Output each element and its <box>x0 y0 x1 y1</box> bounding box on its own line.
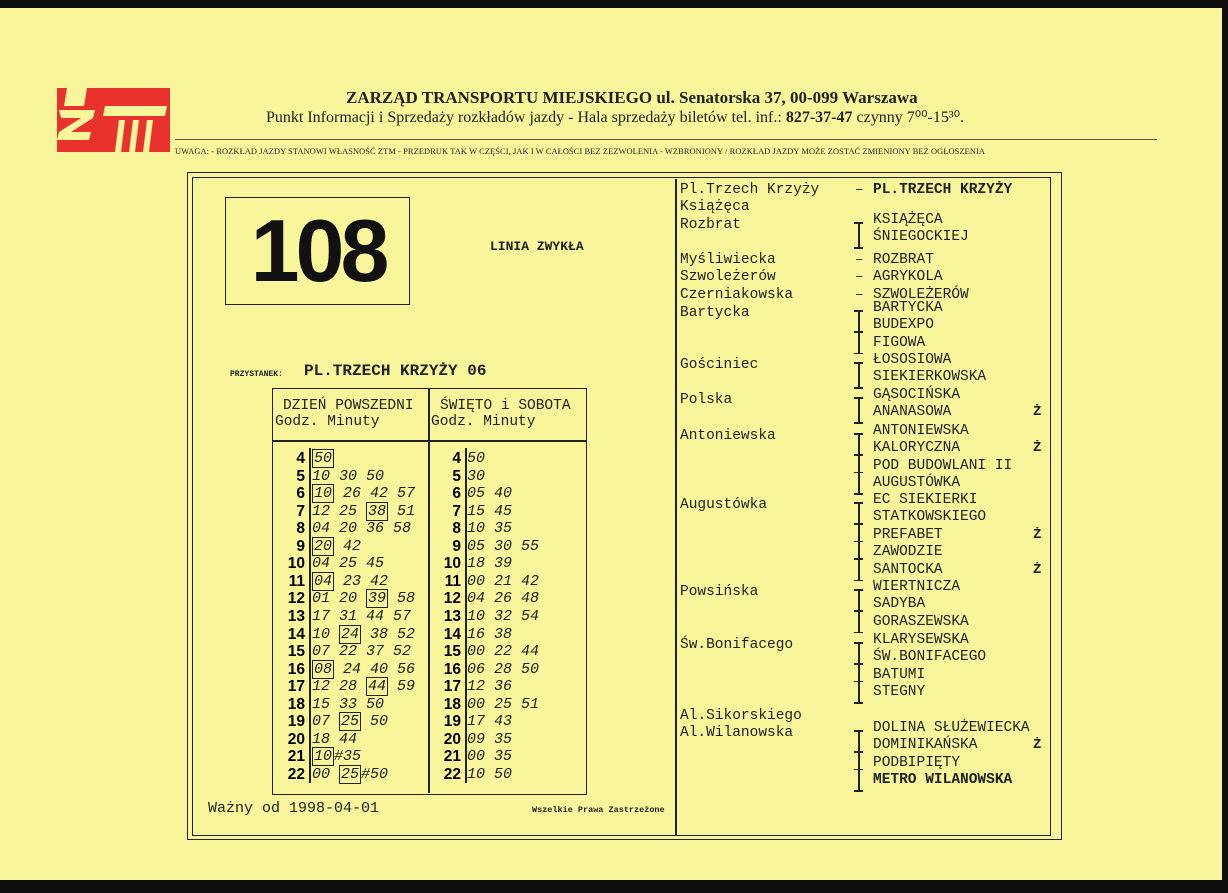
hour-cell: 20 <box>443 730 461 748</box>
minutes-cell <box>467 503 521 521</box>
stop-group-bracket <box>858 433 860 494</box>
departure: 39 <box>494 555 513 573</box>
stop-group-bracket <box>858 730 860 791</box>
minutes-cell <box>467 766 521 784</box>
on-request-marker: Ż <box>1033 737 1042 754</box>
stop-name: PL.TRZECH KRZYŻY 06 <box>304 362 487 380</box>
street-name: Myśliwiecka <box>680 252 776 268</box>
copyright-warning: UWAGA: - ROZKŁAD JAZDY STANOWI WŁASNOŚĆ ZTM - PRZEDRUK TAK W CZĘŚCI, JAK I W CAŁOŚCI BEZ ZEZWOLENIA - WZBRONIONY / ROZKŁAD JAZDY MOŻE ZOSTAĆ ZMIENIONY BEZ OGŁOSZENIA <box>175 147 986 156</box>
stop-tick <box>854 730 863 732</box>
departure: 24 <box>343 660 362 678</box>
departure: 10 <box>312 467 331 485</box>
minutes-cell <box>312 520 420 538</box>
departure: 35 <box>494 730 513 748</box>
on-request-marker: Ż <box>1033 404 1042 421</box>
stop-group-bracket <box>858 397 860 423</box>
rights-notice: Wszelkie Prawa Zastrzeżone <box>532 805 665 815</box>
departure: 17 <box>467 713 486 731</box>
departure: 22 <box>339 643 358 661</box>
hour-cell: 10 <box>443 555 461 573</box>
departure: 37 <box>366 643 385 661</box>
departure: 51 <box>397 502 416 520</box>
minutes-cell <box>312 485 424 503</box>
stop-name: PL.TRZECH KRZYŻY <box>873 182 1013 198</box>
stop-name: EC SIEKIERKI <box>873 492 978 508</box>
stop-name: DOMINIKAŃSKA <box>873 737 978 754</box>
ztm-logo <box>57 88 170 152</box>
stop-name: ROZBRAT <box>873 252 934 268</box>
minutes-cell <box>467 573 548 591</box>
minutes-cell <box>312 608 420 626</box>
hour-cell: 10 <box>287 555 305 573</box>
minutes-cell <box>312 538 370 556</box>
departure: 22 <box>494 643 513 661</box>
departure: 51 <box>521 695 540 713</box>
hour-cell: 12 <box>443 590 461 608</box>
stop-name: ANTONIEWSKA <box>873 423 969 439</box>
departure: 57 <box>397 485 416 503</box>
departure: 23 <box>343 572 362 590</box>
stop-tick <box>854 558 863 560</box>
departure: 25 <box>494 695 513 713</box>
departure: 15 <box>312 695 331 713</box>
hour-cell: 11 <box>288 572 305 590</box>
departure: 58 <box>393 520 412 538</box>
stop-name: DOLINA SŁUŻEWIECKA <box>873 720 1030 736</box>
departure: 04 <box>312 520 331 538</box>
departure-low-floor: 39 <box>368 590 387 608</box>
stop-tick <box>854 663 863 665</box>
stop-name: WIERTNICZA <box>873 579 961 595</box>
hour-cell: 16 <box>443 660 461 678</box>
departure: 07 <box>312 713 331 731</box>
minutes-cell <box>312 766 397 784</box>
departure: 15 <box>467 502 486 520</box>
hour-cell: 14 <box>287 625 305 643</box>
departure: 42 <box>370 485 389 503</box>
hour-cell: 17 <box>287 678 305 696</box>
stop-name: KSIĄŻĘCA <box>873 212 943 228</box>
departure: 09 <box>467 730 486 748</box>
departure: 20 <box>339 590 358 608</box>
stop-name: ZAWODZIE <box>873 544 943 561</box>
street-name: Gościniec <box>680 357 759 373</box>
minutes-cell <box>467 590 548 608</box>
timetable-header-rule <box>272 440 586 442</box>
hour-cell: 19 <box>443 713 461 731</box>
stop-name: PODBIPIĘTY <box>873 754 961 771</box>
stop-name: FIGOWA <box>873 334 926 351</box>
hour-cell: 15 <box>443 643 461 661</box>
stop-tick <box>854 751 863 753</box>
departure-low-floor: 20 <box>314 537 333 555</box>
departure: 32 <box>494 607 513 625</box>
line-number: 108 <box>250 201 386 300</box>
stop-name: ŁOSOSIOWA <box>873 352 952 368</box>
minutes-cell <box>312 678 424 696</box>
minutes-cell <box>467 748 521 766</box>
departure: 16 <box>467 625 486 643</box>
departure: 18 <box>467 555 486 573</box>
hour-cell: 12 <box>287 590 305 608</box>
departure: 00 <box>467 748 486 766</box>
departure: 12 <box>312 678 331 696</box>
departure: 42 <box>521 572 540 590</box>
departure: 21 <box>494 572 513 590</box>
minutes-cell <box>312 573 397 591</box>
departure: 33 <box>339 695 358 713</box>
minutes-cell <box>467 520 521 538</box>
hour-cell: 7 <box>452 502 461 520</box>
stop-tick <box>854 422 863 424</box>
departure-low-floor: 24 <box>341 625 360 643</box>
departure: 57 <box>393 607 412 625</box>
stop-name: STEGNY <box>873 684 926 701</box>
departure: 00 <box>467 572 486 590</box>
stop-tick <box>854 589 863 591</box>
hour-cell: 14 <box>443 625 461 643</box>
departure: 50 <box>370 713 389 731</box>
departure: 00 <box>312 765 331 783</box>
single-stop-marker: – <box>855 287 864 303</box>
stop-tick <box>854 362 863 364</box>
departure: 50 <box>366 467 385 485</box>
weekday-title: DZIEŃ POWSZEDNI <box>283 398 414 414</box>
single-stop-marker: – <box>855 182 864 198</box>
street-name: Książęca <box>680 199 750 215</box>
street-name: Augustówka <box>680 497 768 513</box>
departure: 10 <box>467 520 486 538</box>
footnote-mark: # <box>334 748 344 766</box>
street-name: Pl.Trzech Krzyży <box>680 182 820 198</box>
stop-tick <box>854 397 863 399</box>
minutes-cell <box>312 661 424 679</box>
weekday-subtitle: Godz. Minuty <box>275 414 380 430</box>
stop-tick <box>854 580 863 582</box>
departure: 38 <box>494 625 513 643</box>
stop-name: AGRYKOLA <box>873 269 943 285</box>
hour-cell: 21 <box>443 748 461 766</box>
departure: 04 <box>467 590 486 608</box>
hour-cell: 4 <box>296 450 305 467</box>
stop-tick <box>854 610 863 612</box>
stop-tick <box>854 769 863 771</box>
departure: 42 <box>343 537 362 555</box>
hour-cell: 5 <box>452 467 461 485</box>
minutes-cell <box>467 713 521 731</box>
departure: 30 <box>494 537 513 555</box>
single-stop-marker: – <box>855 269 864 285</box>
departure-low-floor: 10 # <box>314 748 344 766</box>
hour-cell: 13 <box>443 607 461 625</box>
stop-name: POD BUDOWLANI II <box>873 457 1013 474</box>
street-name: Powsińska <box>680 584 759 600</box>
street-name: Polska <box>680 392 733 408</box>
minutes-cell <box>312 450 343 468</box>
street-name: Al.Wilanowska <box>680 725 794 741</box>
holiday-title: ŚWIĘTO i SOBOTA <box>440 398 571 414</box>
minutes-cell <box>467 643 548 661</box>
footnote-mark: # <box>361 765 371 783</box>
stop-name: PREFABET <box>873 526 943 543</box>
stop-name: ŚNIEGOCKIEJ <box>873 229 969 246</box>
departure: 35 <box>494 520 513 538</box>
departure: 36 <box>366 520 385 538</box>
minutes-cell <box>467 608 548 626</box>
departure-low-floor: 38 <box>368 502 387 520</box>
departure: 07 <box>312 643 331 661</box>
timetable-sheet <box>0 8 1222 880</box>
departure: 50 <box>370 765 389 783</box>
minutes-cell <box>467 731 521 749</box>
holiday-subtitle: Godz. Minuty <box>431 414 536 430</box>
departure: 45 <box>494 502 513 520</box>
stop-name: KLARYSEWSKA <box>873 632 969 648</box>
departure: 12 <box>467 678 486 696</box>
hour-cell: 8 <box>452 520 461 538</box>
street-name: Al.Sikorskiego <box>680 708 802 724</box>
stop-tick <box>854 353 863 355</box>
hour-cell: 21 <box>287 748 305 766</box>
minutes-cell <box>312 468 393 486</box>
departure: 58 <box>397 590 416 608</box>
departure: 20 <box>339 520 358 538</box>
stop-tick <box>854 502 863 504</box>
departure-low-floor: 50 <box>314 450 333 467</box>
departure: 10 <box>312 625 331 643</box>
minutes-cell <box>467 678 521 696</box>
departure-low-floor: 25 # <box>341 765 371 783</box>
stop-tick <box>854 632 863 634</box>
hour-cell: 5 <box>296 467 305 485</box>
departure: 42 <box>370 572 389 590</box>
stop-name: STATKOWSKIEGO <box>873 509 987 526</box>
hour-cell: 16 <box>287 660 305 678</box>
departure-low-floor: 25 <box>341 713 360 731</box>
departure: 50 <box>366 695 385 713</box>
departure: 04 <box>312 555 331 573</box>
departure: 52 <box>393 643 412 661</box>
line-type: LINIA ZWYKŁA <box>490 239 584 254</box>
departure: 12 <box>312 502 331 520</box>
street-name: Szwoleżerów <box>680 269 776 285</box>
departure-low-floor: 44 <box>368 678 387 696</box>
stop-name: KALORYCZNA <box>873 440 961 457</box>
departure: 59 <box>397 678 416 696</box>
departure: 05 <box>467 485 486 503</box>
column-divider <box>675 179 677 835</box>
stop-tick <box>854 331 863 333</box>
departure: 35 <box>343 748 362 766</box>
departure: 25 <box>339 502 358 520</box>
stop-tick <box>854 433 863 435</box>
street-name: Czerniakowska <box>680 287 794 303</box>
stop-name: GORASZEWSKA <box>873 613 969 630</box>
hour-cell: 22 <box>287 765 305 783</box>
minutes-cell <box>467 538 548 556</box>
departure-low-floor: 08 <box>314 660 333 678</box>
minutes-cell <box>467 468 494 486</box>
hour-cell: 4 <box>452 450 461 467</box>
stop-tick <box>854 222 863 224</box>
minutes-cell <box>467 555 521 573</box>
departure: 30 <box>339 467 358 485</box>
departure: 44 <box>366 607 385 625</box>
departure: 56 <box>397 660 416 678</box>
hour-cell: 18 <box>443 695 461 713</box>
minutes-cell <box>312 590 424 608</box>
departure: 10 <box>467 607 486 625</box>
hour-cell: 22 <box>443 765 461 783</box>
minutes-cell <box>467 661 548 679</box>
header-info: Punkt Informacji i Sprzedaży rozkładów jazdy - Hala sprzedaży biletów tel. inf.: 827-37-47 czynny 7⁰⁰-15³⁰. <box>266 109 965 126</box>
departure: 55 <box>521 537 540 555</box>
street-name: Św.Bonifacego <box>680 637 794 653</box>
valid-from: Ważny od 1998-04-01 <box>208 800 380 817</box>
departure: 00 <box>467 643 486 661</box>
stop-group-bracket <box>858 222 860 248</box>
departure: 05 <box>467 537 486 555</box>
departure: 31 <box>339 607 358 625</box>
stop-tick <box>854 454 863 456</box>
hour-cell: 19 <box>287 713 305 731</box>
stop-name: BUDEXPO <box>873 317 934 334</box>
departure: 50 <box>494 765 513 783</box>
departure: 50 <box>467 450 486 467</box>
departure: 36 <box>494 678 513 696</box>
departure: 43 <box>494 713 513 731</box>
hour-cell: 17 <box>443 678 461 696</box>
stop-name: ANANASOWA <box>873 404 952 421</box>
header-org: ZARZĄD TRANSPORTU MIEJSKIEGO ul. Senatorska 37, 00-099 Warszawa <box>346 88 918 107</box>
stop-tick <box>854 310 863 312</box>
hour-cell: 13 <box>287 607 305 625</box>
stop-tick <box>854 387 863 389</box>
departure: 38 <box>370 625 389 643</box>
stop-name: BATUMI <box>873 666 926 683</box>
departure-low-floor: 10 <box>314 485 333 503</box>
stop-name: METRO WILANOWSKA <box>873 772 1013 789</box>
hour-cell: 20 <box>287 730 305 748</box>
stop-tick <box>854 472 863 474</box>
stop-name: SIEKIERKOWSKA <box>873 369 987 386</box>
stop-tick <box>854 790 863 792</box>
departure: 30 <box>467 467 486 485</box>
stop-name: SZWOLEŻERÓW <box>873 287 969 303</box>
hour-cell: 15 <box>287 643 305 661</box>
departure: 28 <box>339 678 358 696</box>
stop-tick <box>854 642 863 644</box>
hour-cell: 6 <box>296 485 305 503</box>
stop-name: SANTOCKA <box>873 561 943 578</box>
departure: 28 <box>494 660 513 678</box>
hour-cell: 11 <box>444 572 461 590</box>
stop-name: GĄSOCIŃSKA <box>873 387 961 403</box>
departure: 35 <box>494 748 513 766</box>
hour-cell: 6 <box>452 485 461 503</box>
stop-name: SADYBA <box>873 596 926 613</box>
departure: 10 <box>467 765 486 783</box>
departure: 00 <box>467 695 486 713</box>
minutes-cell <box>312 696 393 714</box>
minutes-cell <box>467 626 521 644</box>
departure: 52 <box>397 625 416 643</box>
departure: 06 <box>467 660 486 678</box>
stop-name: AUGUSTÓWKA <box>873 475 961 492</box>
departure: 50 <box>521 660 540 678</box>
minutes-cell <box>312 731 366 749</box>
minutes-cell <box>467 696 548 714</box>
minutes-cell <box>312 643 420 661</box>
departure: 44 <box>339 730 358 748</box>
minutes-cell <box>467 450 494 468</box>
departure: 44 <box>521 643 540 661</box>
departure: 48 <box>521 590 540 608</box>
minutes-cell <box>312 713 397 731</box>
hour-cell: 9 <box>296 537 305 555</box>
stop-tick <box>854 493 863 495</box>
stop-tick <box>854 541 863 543</box>
on-request-marker: Ż <box>1033 526 1042 543</box>
stop-tick <box>854 523 863 525</box>
departure: 40 <box>494 485 513 503</box>
hour-cell: 8 <box>296 520 305 538</box>
on-request-marker: Ż <box>1033 440 1042 457</box>
stop-tick <box>854 247 863 249</box>
departure: 25 <box>339 555 358 573</box>
single-stop-marker: – <box>855 252 864 268</box>
stop-tick <box>854 681 863 683</box>
minutes-cell <box>312 626 424 644</box>
stop-name: ŚW.BONIFACEGO <box>873 649 987 666</box>
header-rule <box>175 139 1157 140</box>
street-name: Bartycka <box>680 305 750 321</box>
on-request-marker: Ż <box>1033 561 1042 578</box>
departure-low-floor: 04 <box>314 572 333 590</box>
hour-cell: 9 <box>452 537 461 555</box>
departure: 18 <box>312 730 331 748</box>
hour-cell: 18 <box>287 695 305 713</box>
hour-cell: 7 <box>296 502 305 520</box>
departure: 54 <box>521 607 540 625</box>
minutes-cell <box>467 485 521 503</box>
stop-group-bracket <box>858 642 860 703</box>
stop-group-bracket <box>858 362 860 388</box>
stop-name: BARTYCKA <box>873 300 943 316</box>
departure: 26 <box>343 485 362 503</box>
minutes-cell <box>312 555 393 573</box>
minutes-cell <box>312 748 370 766</box>
street-name: Antoniewska <box>680 428 776 444</box>
departure: 01 <box>312 590 331 608</box>
departure: 17 <box>312 607 331 625</box>
street-name: Rozbrat <box>680 217 741 233</box>
hour-separator <box>309 448 311 783</box>
stop-tick <box>854 702 863 704</box>
departure: 45 <box>366 555 385 573</box>
departure: 40 <box>370 660 389 678</box>
stop-label: PRZYSTANEK: <box>230 370 283 379</box>
departure: 26 <box>494 590 513 608</box>
minutes-cell <box>312 503 424 521</box>
